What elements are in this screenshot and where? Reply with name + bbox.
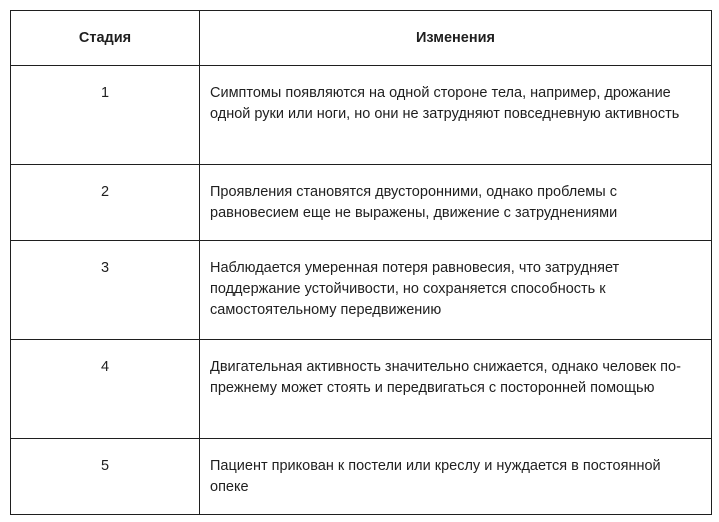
table-row	[11, 340, 712, 439]
changes-cell: Пациент прикован к постели или креслу и нуждается в постоянной опеке	[200, 439, 712, 515]
stage-cell: 5	[11, 439, 200, 515]
stage-cell: 3	[11, 241, 200, 340]
changes-cell: Двигательная активность значительно снижается, однако человек по-прежнему может стоять и передвигаться с посторонней помощью	[200, 340, 712, 439]
table-row	[11, 241, 712, 340]
table-row	[11, 165, 712, 241]
table-row	[11, 66, 712, 165]
changes-cell: Симптомы появляются на одной стороне тела, например, дрожание одной руки или ноги, но они не затрудняют повседневную активность	[200, 66, 712, 165]
stages-table	[10, 10, 712, 515]
header-stage: Стадия	[11, 11, 200, 66]
stage-cell: 4	[11, 340, 200, 439]
stage-cell: 1	[11, 66, 200, 165]
changes-cell: Проявления становятся двусторонними, однако проблемы с равновесием еще не выражены, движение с затруднениями	[200, 165, 712, 241]
table-header	[11, 11, 712, 66]
header-changes: Изменения	[200, 11, 712, 66]
table-row	[11, 439, 712, 515]
stage-cell: 2	[11, 165, 200, 241]
header-row	[11, 11, 712, 66]
table-body	[11, 66, 712, 515]
changes-cell: Наблюдается умеренная потеря равновесия, что затрудняет поддержание устойчивости, но сохраняется способность к самостоятельному передвижению	[200, 241, 712, 340]
